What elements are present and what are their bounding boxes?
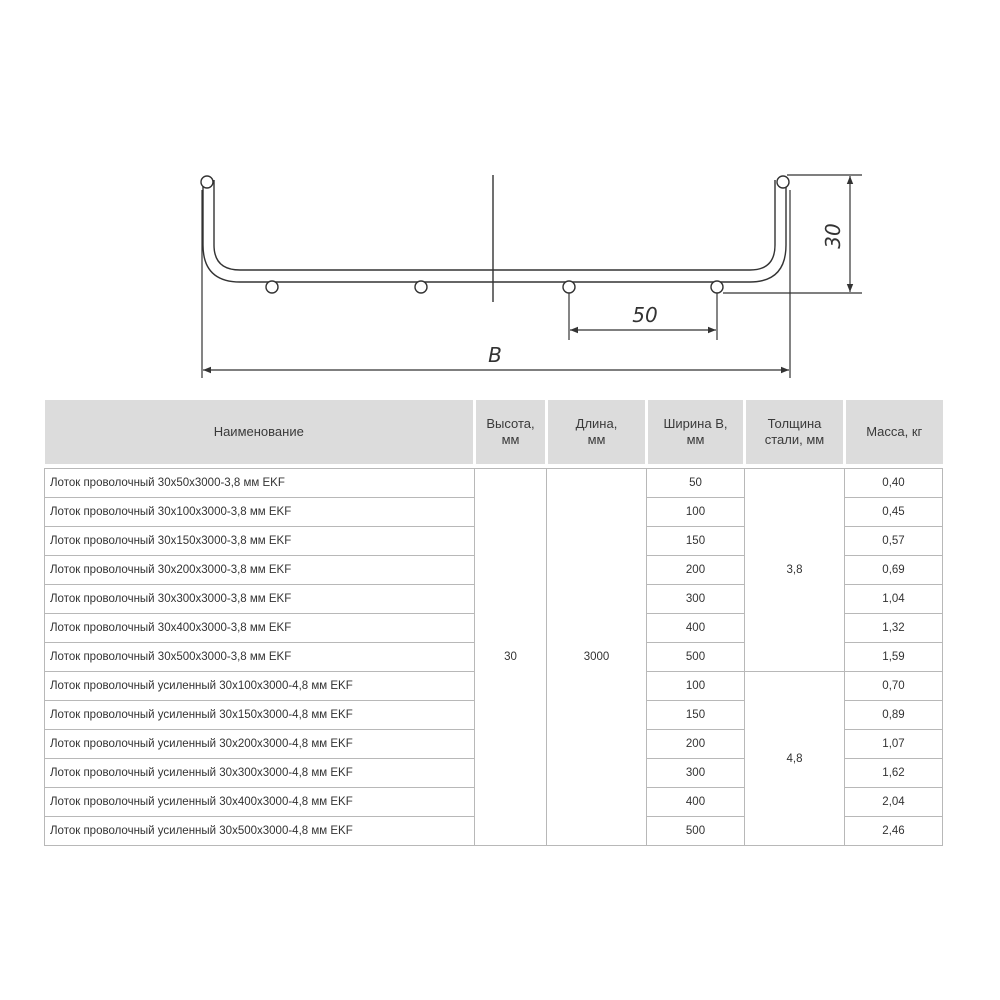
spec-table [44,400,943,846]
col-header-mass: Масса, кг [845,400,943,464]
table-header-row [45,400,943,464]
cell-name: Лоток проволочный 30x400x3000-3,8 мм EKF [45,614,475,643]
cell-mass: 1,04 [845,585,943,614]
cell-width: 400 [647,614,745,643]
cell-mass: 1,59 [845,643,943,672]
cross-wire [266,281,278,293]
cell-mass: 1,07 [845,730,943,759]
wire-end-right [777,176,789,188]
cell-width: 100 [647,672,745,701]
cell-name: Лоток проволочный усиленный 30x500x3000-4,8 мм EKF [45,817,475,846]
cell-mass: 1,32 [845,614,943,643]
cell-mass: 0,40 [845,469,943,498]
cell-width: 500 [647,817,745,846]
cell-name: Лоток проволочный 30x150x3000-3,8 мм EKF [45,527,475,556]
tray-profile [203,180,786,282]
cell-width: 150 [647,527,745,556]
col-header-thickness: Толщина стали, мм [745,400,845,464]
cell-name: Лоток проволочный усиленный 30x300x3000-4,8 мм EKF [45,759,475,788]
cell-name: Лоток проволочный усиленный 30x400x3000-4,8 мм EKF [45,788,475,817]
col-header-length: Длина, мм [547,400,647,464]
cell-mass: 0,57 [845,527,943,556]
cell-mass: 0,45 [845,498,943,527]
cell-length: 3000 [547,469,647,846]
col-header-height: Высота, мм [475,400,547,464]
cell-name: Лоток проволочный усиленный 30x150x3000-4,8 мм EKF [45,701,475,730]
width-dim-label: B [488,343,502,367]
cell-mass: 0,89 [845,701,943,730]
cell-name: Лоток проволочный 30x500x3000-3,8 мм EKF [45,643,475,672]
cell-thickness: 4,8 [745,672,845,846]
cell-width: 150 [647,701,745,730]
cross-wire [711,281,723,293]
cell-name: Лоток проволочный 30x100x3000-3,8 мм EKF [45,498,475,527]
table-row [45,469,943,498]
tray-cross-section-drawing [0,0,1000,400]
col-header-name: Наименование [45,400,475,464]
cell-width: 50 [647,469,745,498]
cell-width: 300 [647,759,745,788]
cell-width: 200 [647,556,745,585]
cell-name: Лоток проволочный 30x50x3000-3,8 мм EKF [45,469,475,498]
cell-name: Лоток проволочный 30x200x3000-3,8 мм EKF [45,556,475,585]
cell-name: Лоток проволочный усиленный 30x200x3000-4,8 мм EKF [45,730,475,759]
cell-height: 30 [475,469,547,846]
cell-mass: 0,70 [845,672,943,701]
wire-end-left [201,176,213,188]
cell-mass: 2,04 [845,788,943,817]
cell-thickness: 3,8 [745,469,845,672]
cross-wires [266,281,723,293]
cross-wire [415,281,427,293]
col-header-width: Ширина В, мм [647,400,745,464]
cell-name: Лоток проволочный 30x300x3000-3,8 мм EKF [45,585,475,614]
cell-width: 100 [647,498,745,527]
pitch-dim-label: 50 [632,303,658,327]
cell-width: 500 [647,643,745,672]
cell-mass: 1,62 [845,759,943,788]
height-dim-label: 30 [821,223,845,249]
cell-width: 200 [647,730,745,759]
cell-width: 400 [647,788,745,817]
cell-width: 300 [647,585,745,614]
cell-name: Лоток проволочный усиленный 30x100x3000-4,8 мм EKF [45,672,475,701]
cell-mass: 0,69 [845,556,943,585]
cell-mass: 2,46 [845,817,943,846]
cross-wire [563,281,575,293]
